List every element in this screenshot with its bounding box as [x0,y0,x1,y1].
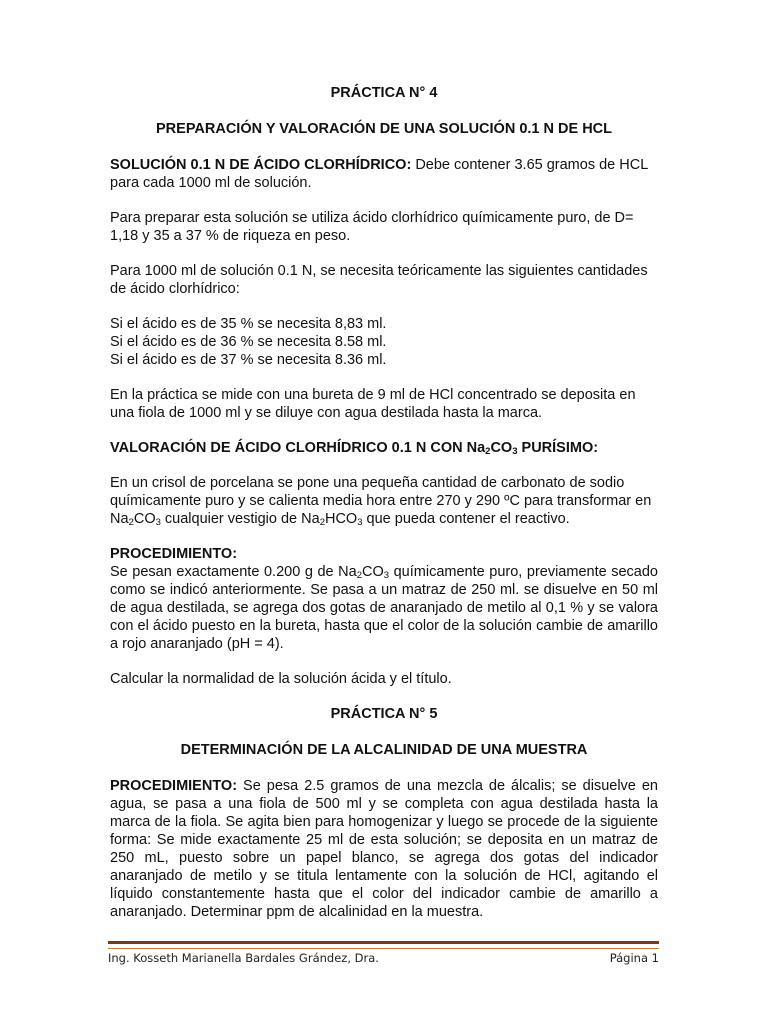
crisol-sub-3: 2 [319,517,325,528]
proc-4-text-b: CO [362,564,384,580]
crisol-text-d: HCO [324,511,358,527]
proc-4-text-c: químicamente puro, previamente secado como se indicó anteriormente. Se pasa a un matraz de 250 ml. se disuelve en 50 ml de agua destilada, se agrega dos gotas de anaranjado de metilo al 0,1 % y se valora con el ácido puesto en la bureta, hasta que el color de la solución cambie de amarillo a rojo anaranjado (pH = 4). [110,564,658,652]
acid-list [110,315,658,369]
crisol-sub-4: 3 [357,517,363,528]
en-practica-paragraph: En la práctica se mide con una bureta de 9 ml de HCl concentrado se deposita en una fiola de 1000 ml y se diluye con agua destilada hasta la marca. [110,387,636,421]
proc-4-sub-1: 2 [356,570,362,581]
crisol-sub-2: 3 [155,517,161,528]
valoracion-text-b: CO [490,440,513,456]
footer-page-number: Página 1 [609,951,659,965]
practice-5-title: PRÁCTICA N° 5 [330,706,438,722]
para-preparar-paragraph: Para preparar esta solución se utiliza ácido clorhídrico químicamente puro, de D= 1,18 y 35 a 37 % de riqueza en peso. [110,210,634,244]
valoracion-text-c: PURÍSIMO: [517,440,599,456]
valoracion-text-a: VALORACIÓN DE ÁCIDO CLORHÍDRICO 0.1 N CON Na [110,440,486,456]
crisol-text-e: que pueda contener el reactivo. [362,511,570,527]
proc-4-text-a: Se pesan exactamente 0.200 g de Na [110,564,357,580]
crisol-text-b: CO [133,511,156,527]
solucion-label: SOLUCIÓN 0.1 N DE ÁCIDO CLORHÍDRICO: [110,157,412,173]
procedimiento-5-label: PROCEDIMIENTO: [110,778,238,794]
practice-4-title: PRÁCTICA N° 4 [330,85,438,101]
acid-line-37: Si el ácido es de 37 % se necesita 8.36 ml. [110,352,387,368]
crisol-sub-1: 2 [128,517,134,528]
acid-line-35: Si el ácido es de 35 % se necesita 8,83 ml. [110,316,387,332]
solucion-text: Debe contener 3.65 gramos de HCL para cada 1000 ml de solución. [110,157,648,191]
footer-author: Ing. Kosseth Marianella Bardales Grández, Dra. [108,951,379,965]
document-page [110,84,658,938]
valoracion-sub-1: 2 [485,446,491,457]
valoracion-heading [110,439,658,457]
procedimiento-5-text: Se pesa 2.5 gramos de una mezcla de álcalis; se disuelve en agua, se pasa a una fiola de 500 ml y se completa con agua destilada hasta la marca de la fiola. Se agita bien para homogenizar y luego se procede de la siguiente forma: Se mide exactamente 25 ml de esta solución; se deposita en un matraz de 250 mL, puesto sobre un papel blanco, se agrega dos gotas del indicador anaranjado de metilo y se titula lentamente con la solución de HCl, agitando el líquido constantemente hasta que el color del indicador cambie de amarillo a anaranjado. Determinar ppm de alcalinidad en la muestra. [110,778,658,920]
crisol-paragraph [110,474,658,528]
crisol-text-a: En un crisol de porcelana se pone una pequeña cantidad de carbonato de sodio químicamente puro y se calienta media hora entre 270 y 290 ºC para transformar en Na [110,475,652,527]
crisol-text-c: cualquier vestigio de Na [160,511,320,527]
para-1000-paragraph: Para 1000 ml de solución 0.1 N, se necesita teóricamente las siguientes cantidades de ácido clorhídrico: [110,263,648,297]
procedimiento-4-paragraph [110,545,658,653]
acid-line-36: Si el ácido es de 36 % se necesita 8.58 ml. [110,334,387,350]
procedimiento-5-paragraph [110,777,658,921]
calcular-paragraph: Calcular la normalidad de la solución ácida y el título. [110,671,452,687]
valoracion-sub-2: 3 [512,446,518,457]
page-footer [108,949,659,967]
practice-4-subtitle: PREPARACIÓN Y VALORACIÓN DE UNA SOLUCIÓN 0.1 N DE HCL [156,121,612,137]
practice-5-subtitle: DETERMINACIÓN DE LA ALCALINIDAD DE UNA MUESTRA [180,742,588,758]
proc-4-sub-2: 3 [383,570,390,581]
solucion-paragraph [110,156,658,192]
footer-rule [108,941,659,949]
procedimiento-4-label: PROCEDIMIENTO: [110,546,238,562]
